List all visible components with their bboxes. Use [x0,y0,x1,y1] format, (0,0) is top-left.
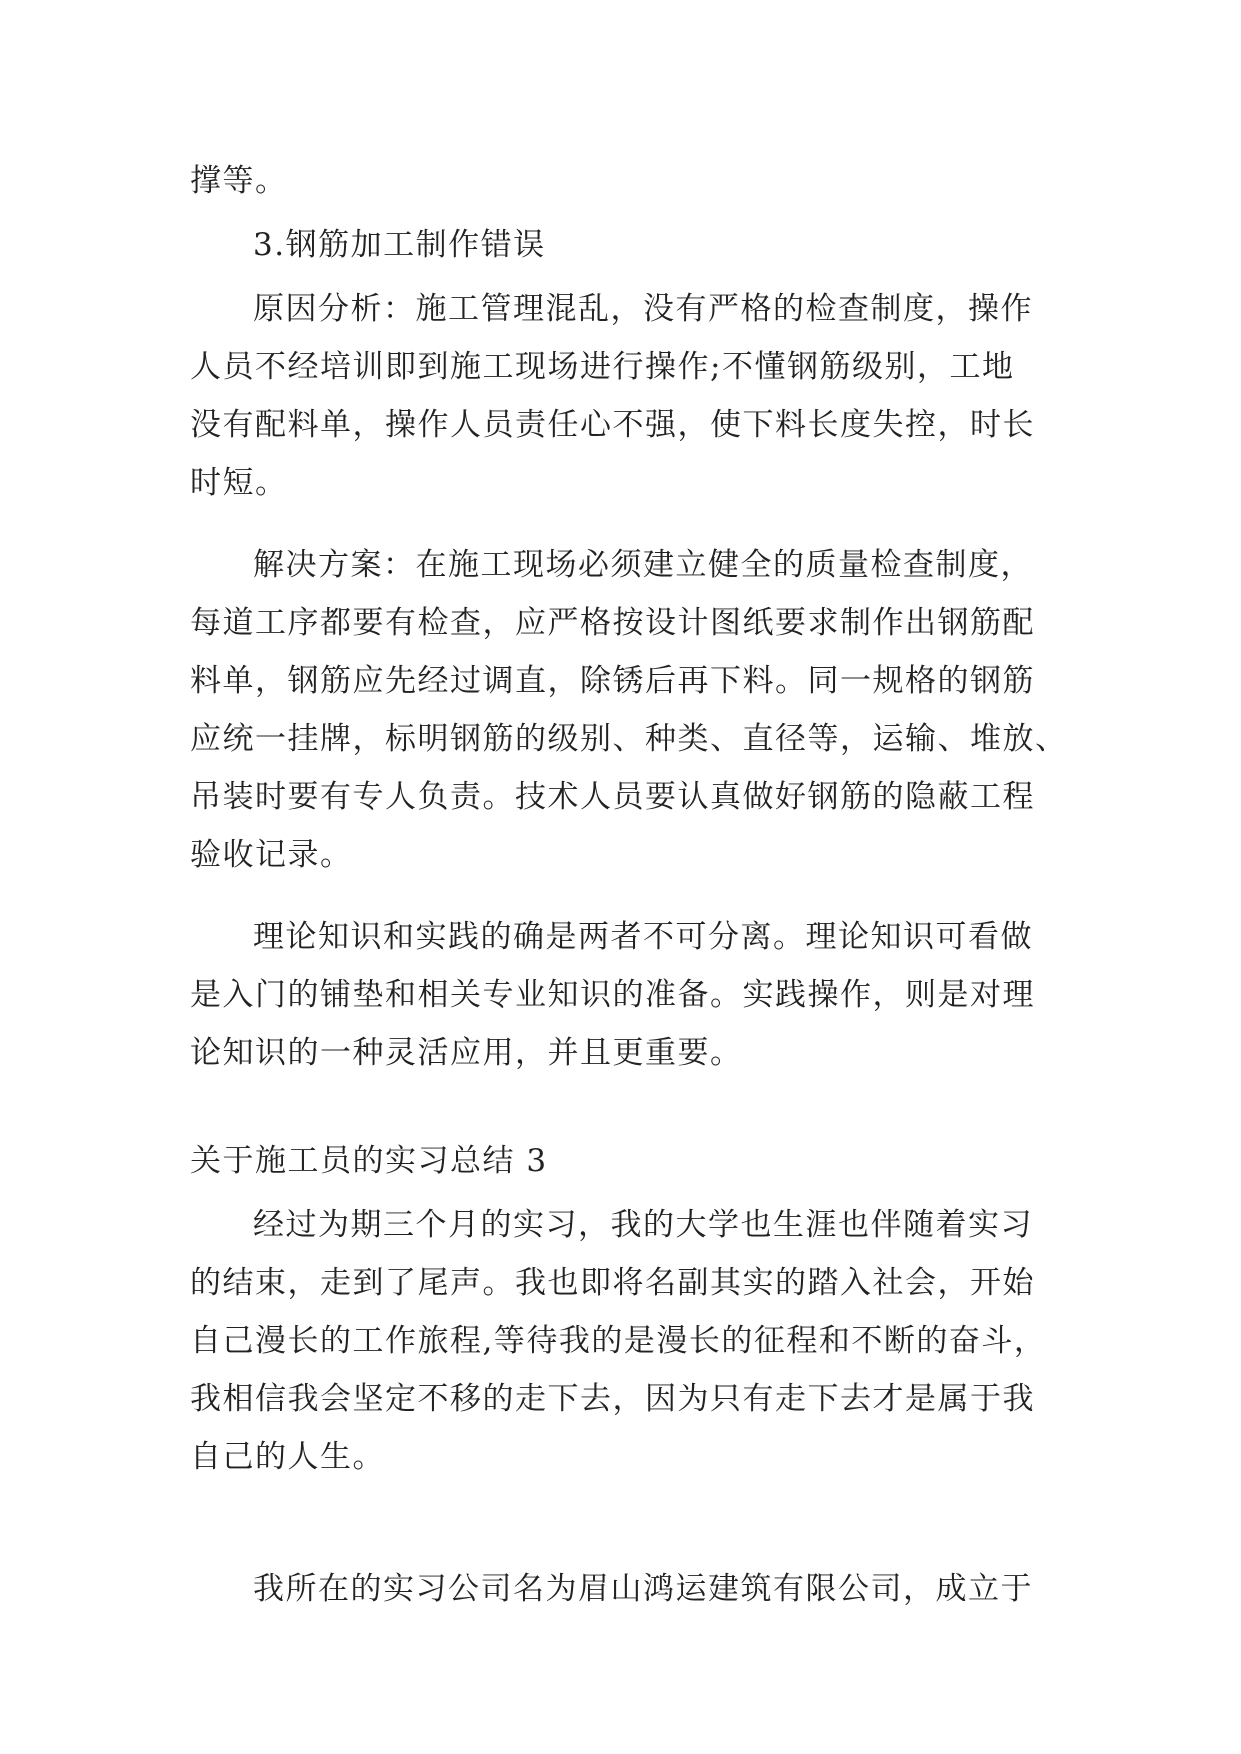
paragraph-line: 理论知识和实践的确是两者不可分离。理论知识可看做 [253,919,1033,955]
paragraph-line: 我所在的实习公司名为眉山鸿运建筑有限公司，成立于 [253,1571,1033,1607]
section-heading: 3.钢筋加工制作错误 [253,227,546,263]
cause-paragraph [190,280,1046,512]
theory-paragraph [190,908,1046,1082]
paragraph-line: 自己的人生。 [190,1439,385,1475]
paragraph-line: 解决方案：在施工现场必须建立健全的质量检查制度， [253,547,1033,583]
paragraph-line: 撑等。 [190,163,288,199]
paragraph-line: 应统一挂牌，标明钢筋的级别、种类、直径等，运输、堆放、 [190,721,1068,757]
company-paragraph [190,1560,1046,1618]
paragraph-line: 经过为期三个月的实习，我的大学也生涯也伴随着实习 [253,1207,1033,1243]
paragraph-line: 是入门的铺垫和相关专业知识的准备。实践操作，则是对理 [190,977,1035,1013]
section-title: 关于施工员的实习总结 3 [190,1143,548,1179]
paragraph-line: 料单，钢筋应先经过调直，除锈后再下料。同一规格的钢筋 [190,663,1035,699]
paragraph-line: 没有配料单，操作人员责任心不强，使下料长度失控，时长 [190,407,1035,443]
paragraph-line: 验收记录。 [190,837,353,873]
paragraph-line: 自己漫长的工作旅程,等待我的是漫长的征程和不断的奋斗， [190,1323,1047,1359]
paragraph-line: 论知识的一种灵活应用，并且更重要。 [190,1035,743,1071]
paragraph-line: 每道工序都要有检查，应严格按设计图纸要求制作出钢筋配 [190,605,1035,641]
document-body [190,152,1068,1618]
paragraph-line: 时短。 [190,465,288,501]
intro-paragraph [190,1196,1046,1486]
paragraph-line: 吊装时要有专人负责。技术人员要认真做好钢筋的隐蔽工程 [190,779,1035,815]
paragraph-line: 人员不经培训即到施工现场进行操作;不懂钢筋级别，工地 [190,349,1015,385]
paragraph-line: 我相信我会坚定不移的走下去，因为只有走下去才是属于我 [190,1381,1035,1417]
solution-paragraph [190,536,1068,884]
paragraph-line: 原因分析：施工管理混乱，没有严格的检查制度，操作 [253,291,1033,327]
paragraph-line: 的结束，走到了尾声。我也即将名副其实的踏入社会，开始 [190,1265,1035,1301]
